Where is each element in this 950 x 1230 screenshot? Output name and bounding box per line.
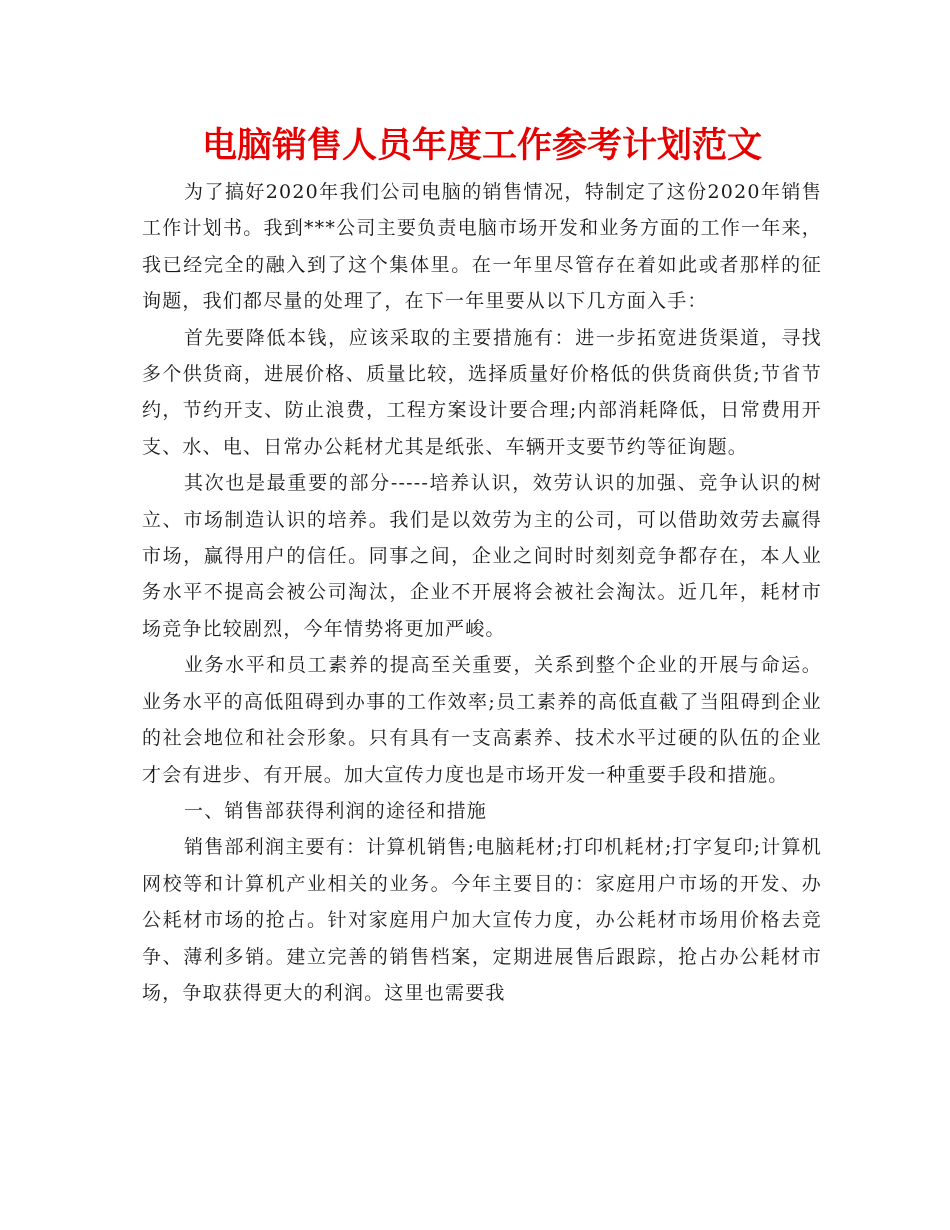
paragraph-intro: 为了搞好2020年我们公司电脑的销售情况，特制定了这份2020年销售工作计划书。我到***公司主要负责电脑市场开发和业务方面的工作一年来，我已经完全的融入到了这个集体里。在一年里尽管存在着如此或者那样的征询题，我们都尽量的处理了，在下一年里要从以下几方面入手： <box>142 181 822 313</box>
section-heading-profit: 一、销售部获得利润的途径和措施 <box>184 799 488 822</box>
document-body <box>142 174 822 1011</box>
paragraph-profit-sources: 销售部利润主要有：计算机销售;电脑耗材;打印机耗材;打字复印;计算机网校等和计算机产业相关的业务。今年主要目的：家庭用户市场的开发、办公耗材市场的抢占。针对家庭用户加大宣传力度，办公耗材市场用价格去竞争、薄利多销。建立完善的销售档案，定期进展售后跟踪，抢占办公耗材市场，争取获得更大的利润。这里也需要我 <box>142 836 822 1004</box>
paragraph-staff-quality: 业务水平和员工素养的提高至关重要，关系到整个企业的开展与命运。业务水平的高低阻碍到办事的工作效率;员工素养的高低直截了当阻碍到企业的社会地位和社会形象。只有具有一支高素养、技术水平过硬的队伍的企业才会有进步、有开展。加大宣传力度也是市场开发一种重要手段和措施。 <box>142 654 822 786</box>
document-page <box>142 118 822 1011</box>
paragraph-awareness: 其次也是最重要的部分-----培养认识，效劳认识的加强、竞争认识的树立、市场制造认识的培养。我们是以效劳为主的公司，可以借助效劳去赢得市场，赢得用户的信任。同事之间，企业之间时时刻刻竞争都存在，本人业务水平不提高会被公司淘汰，企业不开展将会被社会淘汰。近几年，耗材市场竞争比较剧烈，今年情势将更加严峻。 <box>142 472 822 640</box>
paragraph-cost-reduction: 首先要降低本钱，应该采取的主要措施有：进一步拓宽进货渠道，寻找多个供货商，进展价格、质量比较，选择质量好价格低的供货商供货;节省节约，节约开支、防止浪费，工程方案设计要合理;内部消耗降低，日常费用开支、水、电、日常办公耗材尤其是纸张、车辆开支要节约等征询题。 <box>142 326 822 458</box>
document-title: 电脑销售人员年度工作参考计划范文 <box>201 126 762 166</box>
